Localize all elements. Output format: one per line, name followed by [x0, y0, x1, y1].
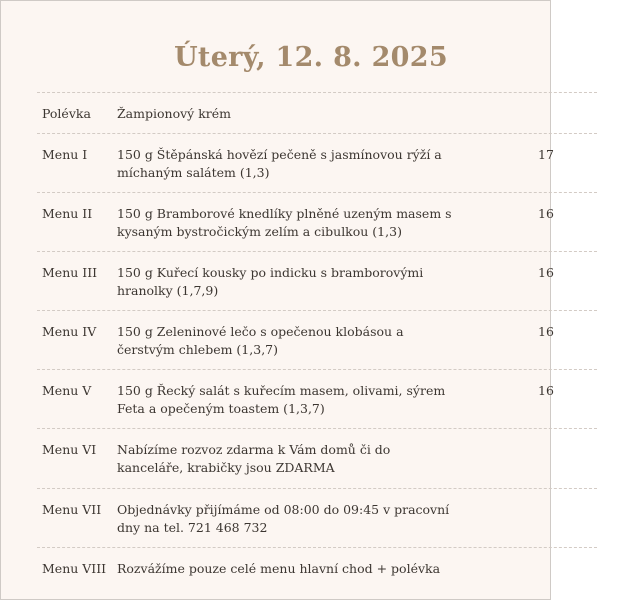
menu-row-5	[37, 369, 597, 428]
menu-row-description: 150 g Řecký salát s kuřecím masem, olivami, sýrem Feta a opečeným toastem (1,3,7)	[117, 383, 446, 416]
menu-row-label: Menu III	[42, 265, 98, 280]
menu-row-label: Menu IV	[42, 324, 97, 339]
menu-row-description: 150 g Štěpánská hovězí pečeně s jasmínovou rýží a míchaným salátem (1,3)	[117, 147, 442, 180]
menu-row-label: Menu II	[42, 206, 93, 221]
menu-row-label: Menu VI	[42, 442, 97, 457]
menu-row-label: Polévka	[42, 106, 91, 121]
menu-row-3	[37, 251, 597, 310]
menu-row-1	[37, 133, 597, 192]
menu-row-description: 150 g Zeleninové lečo s opečenou klobásou a čerstvým chlebem (1,3,7)	[117, 324, 404, 357]
menu-row-price: 16	[538, 265, 554, 280]
menu-row-label: Menu I	[42, 147, 88, 162]
menu-row-label: Menu VII	[42, 502, 102, 517]
menu-row-7	[37, 488, 597, 547]
day-title: Úterý, 12. 8. 2025	[174, 42, 448, 73]
menu-row-price: 17	[538, 147, 554, 162]
menu-row-label: Menu V	[42, 383, 92, 398]
menu-row-description: Objednávky přijímáme od 08:00 do 09:45 v pracovní dny na tel. 721 468 732	[117, 502, 450, 535]
menu-row-8	[37, 547, 597, 607]
menu-row-soup	[37, 92, 597, 133]
menu-row-price: 16	[538, 383, 554, 398]
menu-row-price: 16	[538, 206, 554, 221]
menu-row-description: Nabízíme rozvoz zdarma k Vám domů či do kanceláře, krabičky jsou ZDARMA	[117, 442, 391, 475]
menu-row-description: Rozvážíme pouze celé menu hlavní chod + polévka	[117, 561, 441, 576]
menu-row-price: 16	[538, 324, 554, 339]
menu-row-description: Žampionový krém	[117, 106, 231, 121]
menu-row-4	[37, 310, 597, 369]
menu-row-2	[37, 192, 597, 251]
menu-row-label: Menu VIII	[42, 561, 107, 576]
menu-row-description: 150 g Kuřecí kousky po indicku s bramborovými hranolky (1,7,9)	[117, 265, 424, 298]
menu-row-description: 150 g Bramborové knedlíky plněné uzeným masem s kysaným bystročickým zelím a cibulkou (1,3)	[117, 206, 452, 239]
menu-table	[37, 92, 597, 607]
menu-row-6	[37, 428, 597, 488]
